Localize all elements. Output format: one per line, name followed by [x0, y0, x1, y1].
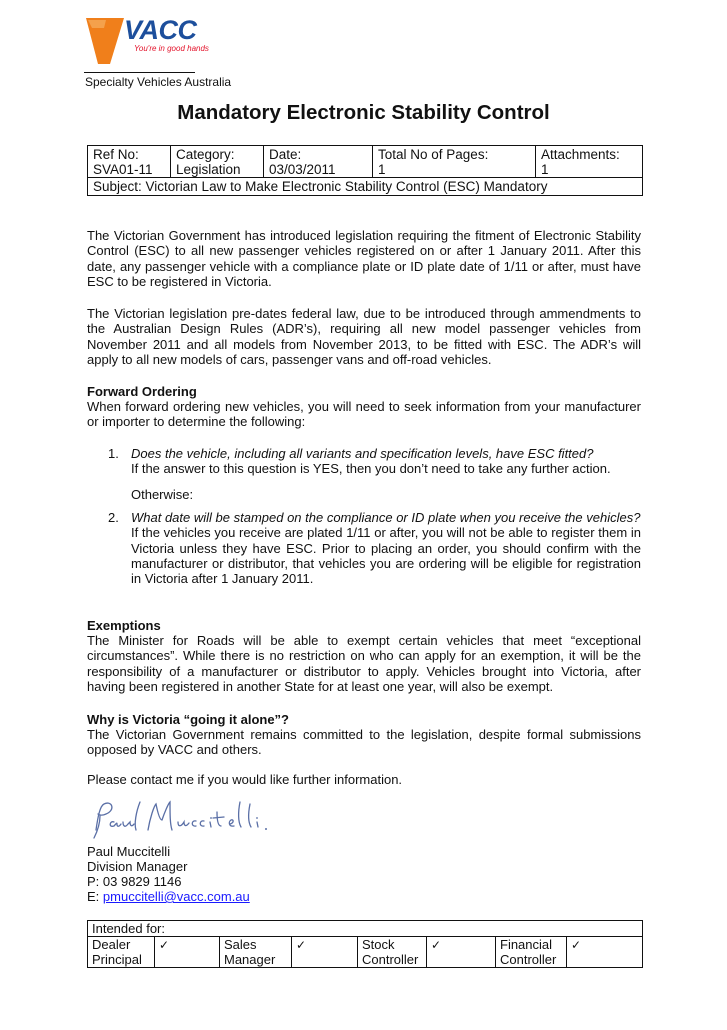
attachments-value: 1: [541, 162, 549, 177]
document-title: Mandatory Electronic Stability Control: [177, 101, 550, 124]
recipient-row: [88, 937, 643, 968]
pages-cell: [373, 146, 536, 178]
recipient-sales-manager: [220, 937, 292, 968]
tick-icon: ✓: [296, 938, 307, 952]
question-2: [131, 510, 641, 586]
attachments-label: Attachments:: [541, 147, 620, 162]
organisation-name: Specialty Vehicles Australia: [85, 75, 232, 89]
question-2-text: What date will be stamped on the compliance or ID plate when you receive the vehicles?: [131, 510, 641, 525]
recipient-label: Principal: [92, 952, 142, 967]
recipient-label: Financial: [500, 937, 553, 952]
forward-ordering-heading: Forward Ordering: [87, 384, 197, 399]
question-1-number: 1.: [108, 446, 119, 461]
why-heading: Why is Victoria “going it alone”?: [87, 712, 290, 727]
exemptions-text: The Minister for Roads will be able to exempt certain vehicles that meet “exceptional circumstances”. While there is no restriction on who can apply for an exemption, it will be the responsibility of a manufacturer or distributor to apply. Vehicles brought into Victoria, after having been registered in another State for at least one year, will also be exempt.: [87, 633, 641, 694]
attachments-cell: [536, 146, 643, 178]
question-1-answer: If the answer to this question is YES, then you don’t need to take any further action.: [131, 461, 611, 477]
tick-icon: ✓: [159, 938, 170, 952]
pages-value: 1: [378, 162, 386, 177]
paragraph-federal: The Victorian legislation pre-dates federal law, due to be introduced through ammendments to the Australian Design Rules (ADR’s), requiring all new model passenger vehicles from November 2011 and all models from November 2013, to be fitted with ESC. The ADR’s will apply to all new models of cars, passenger vans and off-road vehicles.: [87, 306, 641, 367]
signatory-name: Paul Muccitelli: [87, 844, 171, 859]
reference-table: [87, 145, 643, 196]
tick-icon: ✓: [571, 938, 582, 952]
recipient-label: Stock: [362, 937, 395, 952]
category-value: Legislation: [176, 162, 241, 177]
category-cell: [171, 146, 264, 178]
question-1: [131, 446, 641, 477]
category-label: Category:: [176, 147, 235, 162]
logo-brand: VACC: [124, 15, 197, 45]
forward-ordering-text: When forward ordering new vehicles, you will need to seek information from your manufacturer or importer to determine the following:: [87, 399, 641, 430]
tick-financial-controller: [567, 937, 643, 968]
recipient-financial-controller: [496, 937, 567, 968]
contact-text: Please contact me if you would like further information.: [87, 772, 403, 787]
recipient-label: Sales: [224, 937, 257, 952]
email-prefix: E:: [87, 889, 103, 904]
intended-for-table: [87, 920, 643, 968]
date-label: Date:: [269, 147, 302, 162]
recipient-stock-controller: [358, 937, 427, 968]
recipient-label: Controller: [500, 952, 557, 967]
tick-dealer-principal: [155, 937, 220, 968]
recipient-label: Dealer: [92, 937, 131, 952]
intended-label-row: [88, 921, 643, 937]
logo-divider: [84, 72, 195, 73]
email-link[interactable]: pmuccitelli@vacc.com.au: [102, 889, 250, 904]
date-value: 03/03/2011: [269, 162, 336, 177]
logo-tagline: You're in good hands: [134, 44, 209, 53]
otherwise-text: Otherwise:: [131, 487, 194, 502]
recipient-label: Manager: [224, 952, 276, 967]
ref-no-value: SVA01-11: [93, 162, 153, 177]
subject-row: [88, 178, 643, 196]
tick-icon: ✓: [431, 938, 442, 952]
recipient-label: Controller: [362, 952, 419, 967]
signatory-phone: P: 03 9829 1146: [87, 874, 182, 889]
ref-row: [88, 146, 643, 178]
ref-no-label: Ref No:: [93, 147, 139, 162]
recipient-dealer-principal: [88, 937, 155, 968]
paragraph-intro: The Victorian Government has introduced legislation requiring the fitment of Electronic Stability Control (ESC) to all new passenger vehicles registered on or after 1 January 2011. After this date, any passenger vehicle with a compliance plate or ID plate date of 1/11 or after, must have ESC to be registered in Victoria.: [87, 228, 641, 289]
why-text: The Victorian Government remains committed to the legislation, despite formal submissions opposed by VACC and others.: [87, 727, 641, 758]
question-2-number: 2.: [108, 510, 119, 525]
signatory-email-line: [87, 889, 250, 904]
tick-sales-manager: [292, 937, 358, 968]
subject: Subject: Victorian Law to Make Electronic Stability Control (ESC) Mandatory: [88, 178, 643, 196]
signatory-position: Division Manager: [87, 859, 188, 874]
signature-image: [90, 796, 300, 842]
question-1-text: Does the vehicle, including all variants and specification levels, have ESC fitted?: [131, 446, 594, 461]
intended-for-label: Intended for:: [88, 921, 643, 937]
ref-no-cell: [88, 146, 171, 178]
pages-label: Total No of Pages:: [378, 147, 489, 162]
tick-stock-controller: [427, 937, 496, 968]
date-cell: [264, 146, 373, 178]
exemptions-heading: Exemptions: [87, 618, 161, 633]
question-2-answer: If the vehicles you receive are plated 1/11 or after, you will not be able to register them in Victoria unless they have ESC. Prior to placing an order, you should confirm with the manufacturer or distributor, that vehicles you are ordering will be eligible for registration in Victoria after 1 January 2011.: [131, 525, 641, 587]
